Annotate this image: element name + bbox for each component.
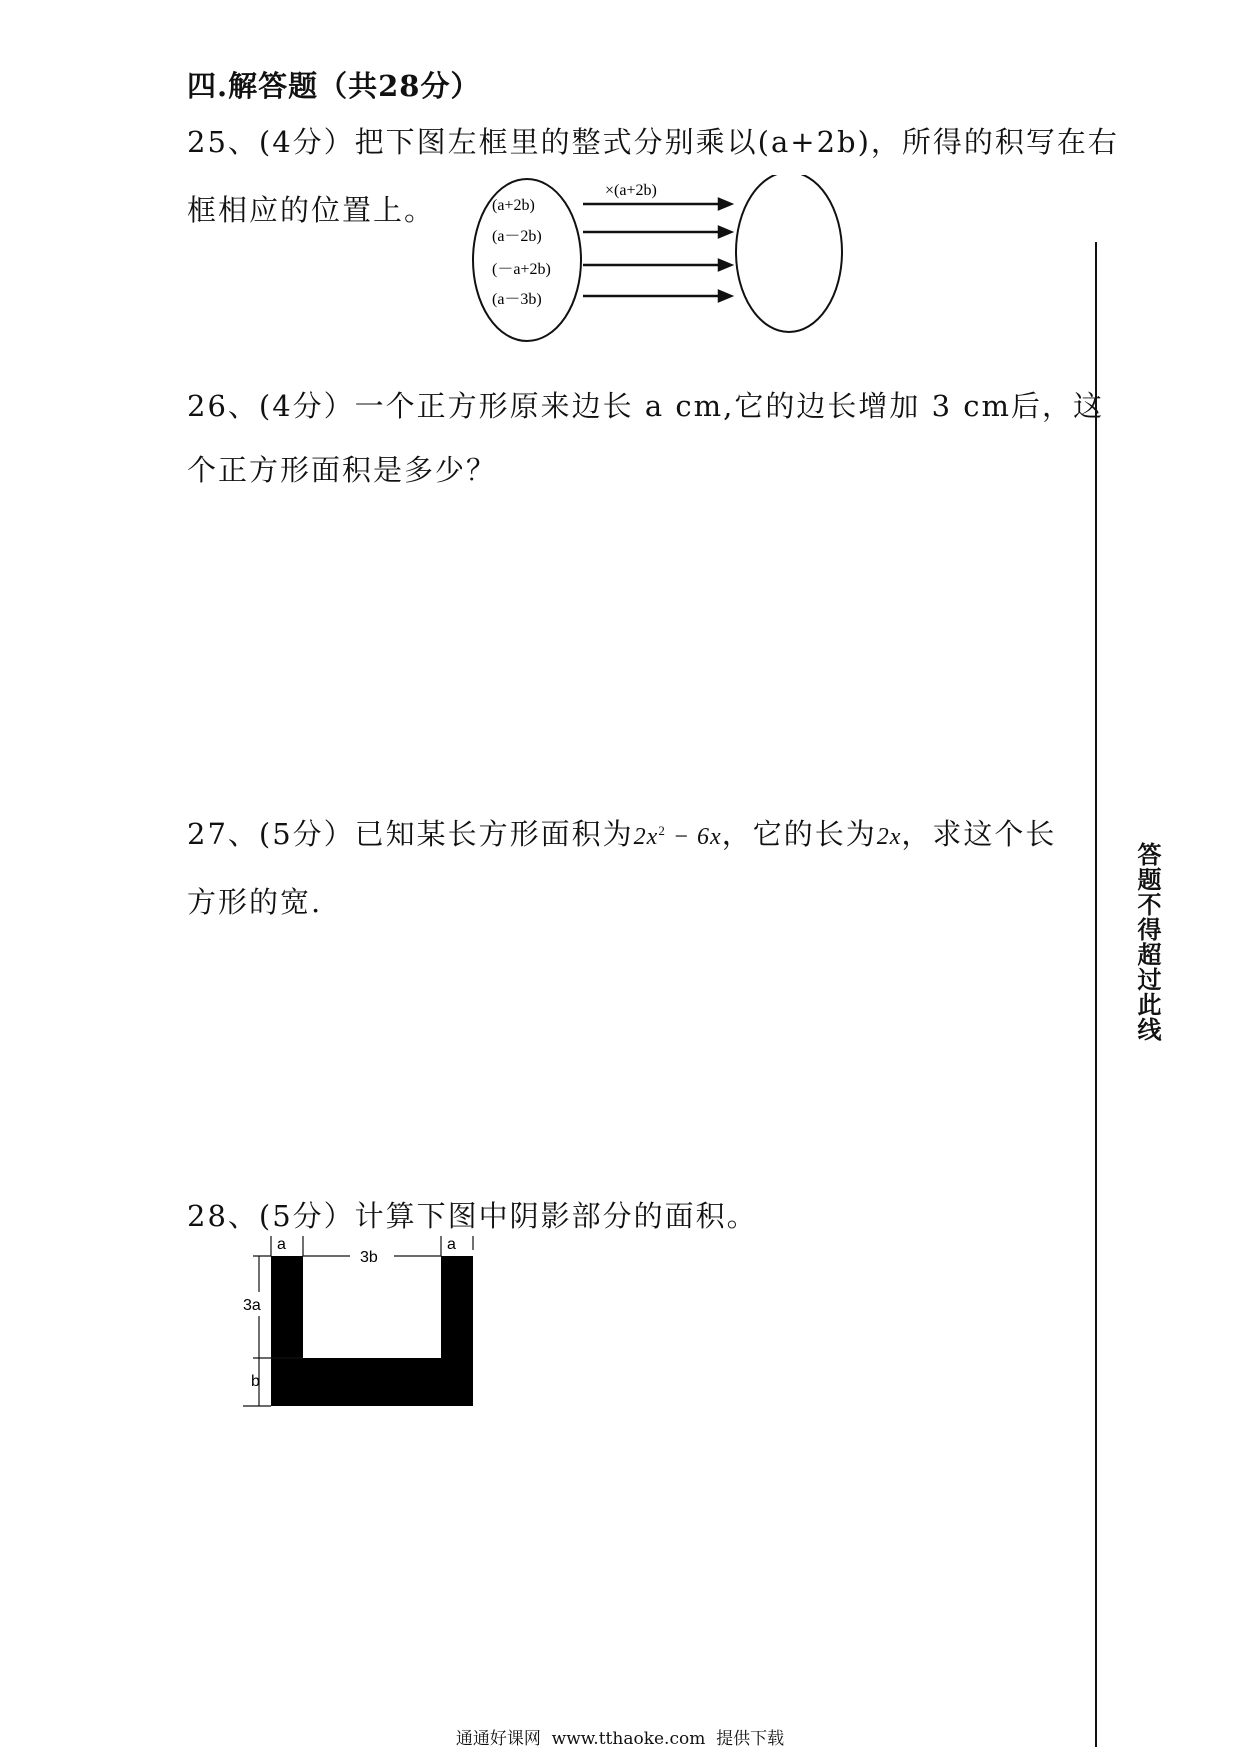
left-item-2: (a－2b)	[492, 228, 542, 245]
left-item-3: (－a+2b)	[492, 261, 551, 278]
q25-mapping-diagram	[465, 175, 850, 345]
q27-length-expression: 2x	[876, 824, 902, 850]
answer-boundary-note: 答题不得超过此线	[1133, 842, 1161, 1042]
q27-prefix: 27、(5分）已知某长方形面积为	[187, 817, 634, 851]
q27-middle: ，它的长为	[721, 817, 877, 851]
q28-shaded-figure	[235, 1228, 480, 1413]
left-item-4: (a－3b)	[492, 291, 542, 308]
label-b: b	[251, 1373, 260, 1390]
q27-text-line2: 方形的宽.	[187, 885, 323, 919]
arrows	[583, 199, 731, 301]
arrow-label: ×(a+2b)	[605, 182, 657, 199]
shaded-u-shape	[271, 1256, 473, 1406]
q27-text-line1	[187, 812, 1056, 853]
q27-suffix: ，求这个长	[901, 817, 1057, 851]
label-3b: 3b	[360, 1249, 378, 1266]
q25-text-line1: 25、(4分）把下图左框里的整式分别乘以(a+2b)，所得的积写在右	[187, 125, 1119, 159]
q26-text-line2: 个正方形面积是多少？	[187, 453, 498, 487]
q25-text-line2: 框相应的位置上。	[187, 193, 436, 227]
page-footer: 通通好课网 www.tthaoke.com 提供下载	[455, 1729, 785, 1749]
q28-text-line1: 28、(5分）计算下图中阴影部分的面积。	[187, 1199, 758, 1233]
label-3a: 3a	[243, 1297, 261, 1314]
label-a-right: a	[447, 1236, 456, 1253]
label-a-left: a	[277, 1236, 286, 1253]
left-item-1: (a+2b)	[492, 197, 535, 214]
q26-text-line1: 26、(4分）一个正方形原来边长 a cm,它的边长增加 3 cm后，这	[187, 389, 1104, 423]
q27-area-expression: $2x^2 - 6x$	[633, 823, 722, 850]
answer-boundary-line	[1095, 242, 1097, 1747]
section-title: 四.解答题（共28分）	[187, 69, 481, 103]
right-ellipse	[736, 175, 842, 332]
